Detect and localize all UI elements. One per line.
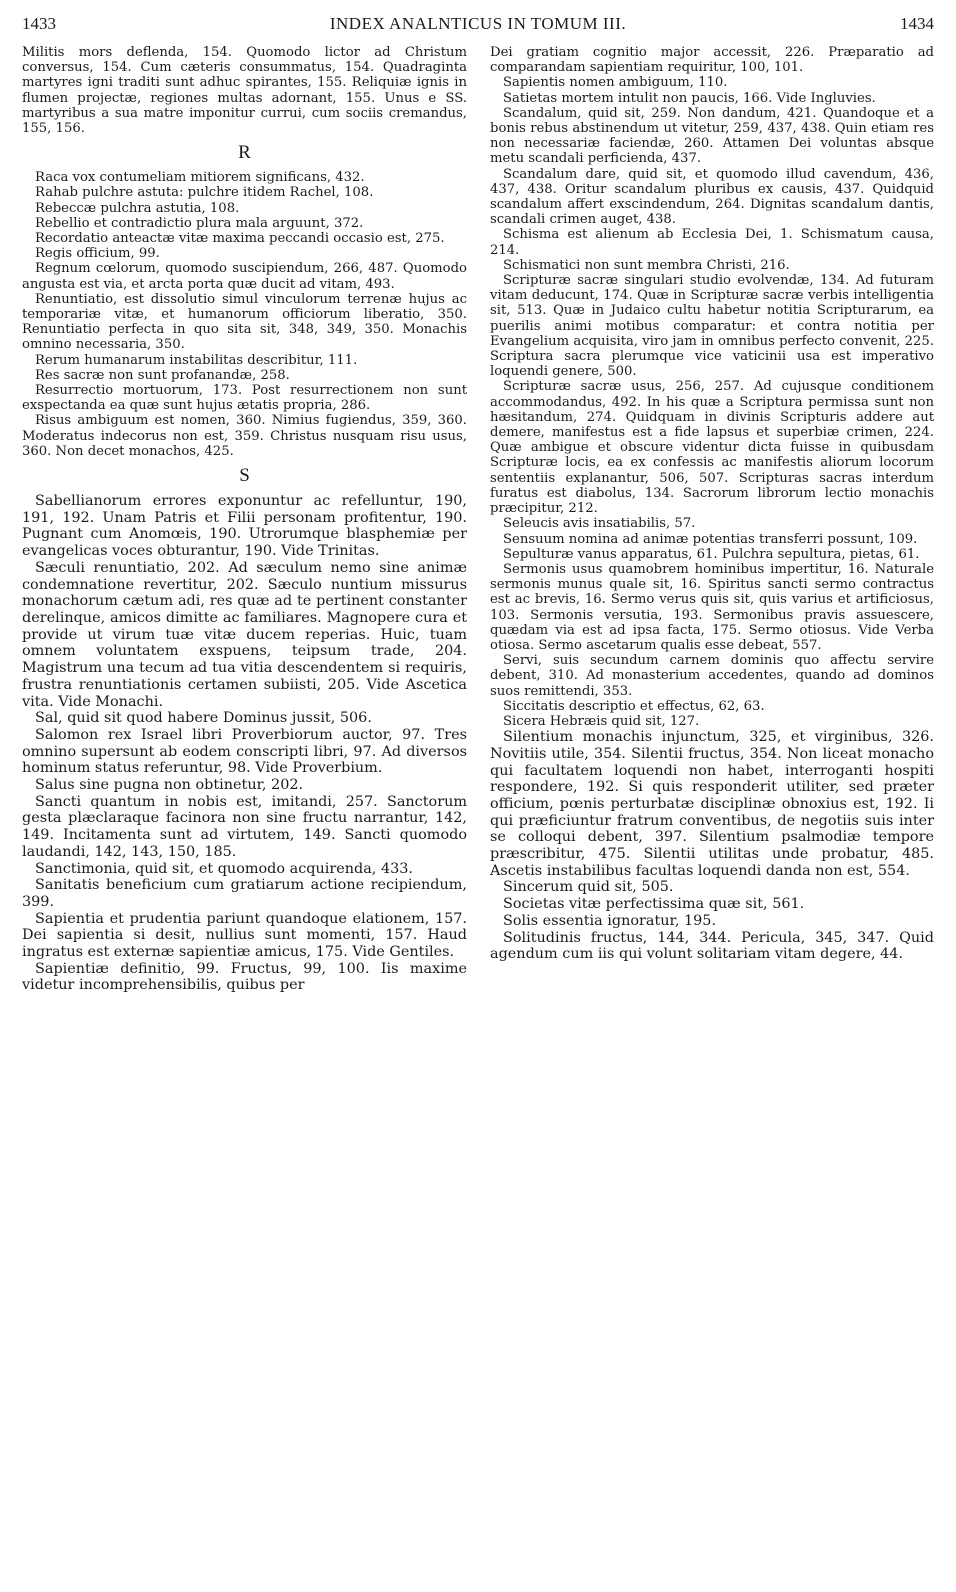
index-entry: Regis officium, 99. xyxy=(35,246,160,262)
index-entry: Salus sine pugna non obtinetur, 202. xyxy=(35,777,304,794)
index-entry: Recordatio anteactæ vitæ maxima peccandi occasio est, 275. xyxy=(35,231,445,247)
index-entry: Sepulturæ vanus apparatus, 61. Pulchra sepultura, pietas, 61. xyxy=(503,546,920,562)
index-entry: Sapientis nomen ambiguum, 110. xyxy=(503,75,728,91)
section-letter-s: S xyxy=(239,465,250,487)
page-number-right: 1434 xyxy=(900,14,934,33)
index-entry: Risus ambiguum est nomen, 360. Nimius fugiendus, 359, 360. Moderatus indecorus non est, 359. Christus nusquam risu usus, 360. Non decet monachos, 425. xyxy=(22,413,467,459)
index-entry: Regnum cœlorum, quomodo suscipiendum, 266, 487. Quomodo angusta est via, et arcta porta quæ ducit ad vitam, 493. xyxy=(22,261,467,292)
index-entry: Seleucis avis insatiabilis, 57. xyxy=(503,516,696,532)
index-entry: Rebeccæ pulchra astutia, 108. xyxy=(35,200,240,216)
index-entry: Sancti quantum in nobis est, imitandi, 257. Sanctorum gesta plæclaraque facinora non sine fructu narrantur, 142, 149. Incitamenta sunt ad virtutem, 149. Sancti quomodo laudandi, 142, 143, 150, 185. xyxy=(22,793,467,860)
index-entry: Schismatici non sunt membra Christi, 216. xyxy=(503,257,790,273)
entries-right-a xyxy=(490,45,934,729)
entries-r xyxy=(22,170,467,459)
entries-top xyxy=(22,45,467,136)
entries-right-b xyxy=(490,729,934,963)
index-entry: Salomon rex Israel libri Proverbiorum auctor, 97. Tres omnino supersunt ab eodem conscripti libri, 97. Ad diversos hominum status referuntur, 98. Vide Proverbium. xyxy=(22,726,467,777)
index-entry: Satietas mortem intulit non paucis, 166. Vide Ingluvies. xyxy=(503,90,876,106)
index-entry: Servi, suis secundum carnem dominis quo affectu servire debent, 310. Ad monasterium accedentes, quando ad dominos suos remittendi, 353. xyxy=(490,653,934,699)
entries-s xyxy=(22,493,467,994)
index-entry: Sincerum quid sit, 505. xyxy=(503,879,674,896)
index-entry: Sensuum nomina ad animæ potentias transferri possunt, 109. xyxy=(503,531,918,547)
index-entry: Scandalum, quid sit, 259. Non dandum, 421. Quandoque et a bonis rebus abstinendum ut vitetur, 259, 437, 438. Quin etiam res non necessariæ faciendæ, 260. Attamen Dei voluntas absque metu scandali perficienda, 437. xyxy=(490,105,934,167)
index-entry: Sapientia et prudentia pariunt quandoque elationem, 157. Dei sapientia si desit, nullius sunt momenti, 157. Haud ingratus est externæ sapientiæ amicus, 175. Vide Gentiles. xyxy=(22,910,467,961)
running-title: INDEX ANALNTICUS IN TOMUM III. xyxy=(329,14,627,33)
index-entry: Dei gratiam cognitio major accessit, 226. Præparatio ad comparandam sapientiam requiritur, 100, 101. xyxy=(490,45,934,76)
index-entry: Schisma est alienum ab Ecclesia Dei, 1. Schismatum causa, 214. xyxy=(490,227,934,258)
index-entry: Rebellio et contradictio plura mala arguunt, 372. xyxy=(35,215,364,231)
index-entry: Res sacræ non sunt profanandæ, 258. xyxy=(35,367,290,383)
index-entry: Sermonis usus quamobrem hominibus impertitur, 16. Naturale sermonis munus quale sit, 16. Spiritus sancti sermo contractus est ac brevis, 16. Sermo verus quis sit, quis varius et artificiosus, 103. Sermonis versutia, 193. Sermonibus pravis assuescere, quædam via est ad ipsa facta, 175. Sermo otiosus. Vide Verba otiosa. Sermo ascetarum qualis esse debeat, 557. xyxy=(490,561,934,653)
index-entry: Militis mors deflenda, 154. Quomodo lictor ad Christum conversus, 154. Cum cæteris consummatus, 154. Quadraginta martyres igni traditi sunt adhuc spirantes, 155. Reliquiæ ignis in flumen projectæ, regiones multas adornant, 155. Unus e SS. martyribus a sua matre imponitur currui, cum sociis cremandus, 155, 156. xyxy=(22,45,467,137)
index-entry: Societas vitæ perfectissima quæ sit, 561. xyxy=(503,896,805,913)
index-entry: Solis essentia ignoratur, 195. xyxy=(503,912,717,929)
page-number-left: 1433 xyxy=(22,14,56,33)
index-entry: Rerum humanarum instabilitas describitur, 111. xyxy=(35,352,358,368)
index-entry: Sabellianorum errores exponuntur ac refelluntur, 190, 191, 192. Unam Patris et Filii personam profitentur, 190. Pugnant cum Anomœis, 190. Utrorumque blasphemiæ per evangelicas voces obturantur, 190. Vide Trinitas. xyxy=(22,493,467,560)
index-entry: Sapientiæ definitio, 99. Fructus, 99, 100. Iis maxime videtur incomprehensibilis, quibus per xyxy=(22,960,467,994)
section-letter-r: R xyxy=(238,142,251,164)
index-entry: Rahab pulchre astuta: pulchre itidem Rachel, 108. xyxy=(35,185,374,201)
index-entry: Siccitatis descriptio et effectus, 62, 63. xyxy=(503,698,765,714)
index-entry: Silentium monachis injunctum, 325, et virginibus, 326. Novitiis utile, 354. Silentii fructus, 354. Non liceat monacho qui facultatem loquendi non habet, interroganti hospiti respondere, 192. Si quis responderit utiliter, sed præter officium, pœnis perturbatæ disciplinæ obnoxius est, 192. Ii qui præficiuntur fratrum conventibus, de negotiis suis inter se colloqui debent, 397. Silentium psalmodiæ tempore præscribitur, 475. Silentii utilitas unde probatur, 485. Ascetis instabilibus facultas loquendi danda non est, 554. xyxy=(490,729,934,879)
index-entry: Sal, quid sit quod habere Dominus jussit, 506. xyxy=(35,710,372,727)
index-entry: Sicera Hebræis quid sit, 127. xyxy=(503,713,700,729)
index-entry: Scandalum dare, quid sit, et quomodo illud cavendum, 436, 437, 438. Oritur scandalum pluribus ex causis, 437. Quidquid scandalum affert exscindendum, 264. Dignitas scandalum dantis, scandali crimen auget, 438. xyxy=(490,166,934,228)
index-entry: Sanctimonia, quid sit, et quomodo acquirenda, 433. xyxy=(35,860,413,877)
page-header xyxy=(22,14,934,36)
index-entry: Scripturæ sacræ singulari studio evolvendæ, 134. Ad futuram vitam deducunt, 174. Quæ in Scripturæ sacræ verbis intelligentia sit, 513. Quæ in Judaico cultu habetur notitia Scripturarum, ea puerilis animi motibus comparatur: et contra notitia per Evangelium acquisita, viro jam in omnibus perfecto convenit, 225. Scriptura sacra plerumque vice vaticinii usa est imperativo loquendi genere, 500. xyxy=(490,273,934,380)
left-column xyxy=(22,45,467,994)
index-entry: Raca vox contumeliam mitiorem significans, 432. xyxy=(35,170,365,186)
index-entry: Renuntiatio, est dissolutio simul vinculorum terrenæ hujus ac temporariæ vitæ, et humanorum officiorum liberatio, 350. Renuntiatio perfecta in quo sita sit, 348, 349, 350. Monachis omnino necessaria, 350. xyxy=(22,291,467,353)
right-column xyxy=(490,45,934,963)
index-entry: Resurrectio mortuorum, 173. Post resurrectionem non sunt exspectanda ea quæ sunt hujus ætatis propria, 286. xyxy=(22,383,467,414)
index-entry: Solitudinis fructus, 144, 344. Pericula, 345, 347. Quid agendum cum iis qui volunt solitariam vitam degere, 44. xyxy=(490,929,934,963)
index-entry: Scripturæ sacræ usus, 256, 257. Ad cujusque conditionem accommodandus, 492. In his quæ a Scriptura permissa sunt non hæsitandum, 274. Quidquam in divinis Scripturis addere aut demere, manifestus est a fide lapsus et superbiæ crimen, 224. Quæ ambigue et obscure videntur dicta fuisse in quibusdam Scripturæ locis, ea ex confessis ac manifestis aliorum locorum sententiis explanantur, 506, 507. Scripturas sacras interdum furatus est diabolus, 134. Sacrorum librorum lectio monachis præcipitur, 212. xyxy=(490,379,934,517)
index-entry: Sæculi renuntiatio, 202. Ad sæculum nemo sine animæ condemnatione revertitur, 202. Sæculo nuntium missurus monachorum cætum adi, res quæ ad te pertinent constanter derelinque, amicos dimitte ac familiares. Magnopere cura et provide ut virum tuæ vitæ ducem reperias. Huic, tuam omnem voluntatem exspuens, teipsum trade, 204. Magistrum una tecum ad tua vitia descendentem si requiris, frustra renuntiationis certamen subiisti, 205. Vide Ascetica vita. Vide Monachi. xyxy=(22,559,467,710)
index-entry: Sanitatis beneficium cum gratiarum actione recipiendum, 399. xyxy=(22,877,467,910)
